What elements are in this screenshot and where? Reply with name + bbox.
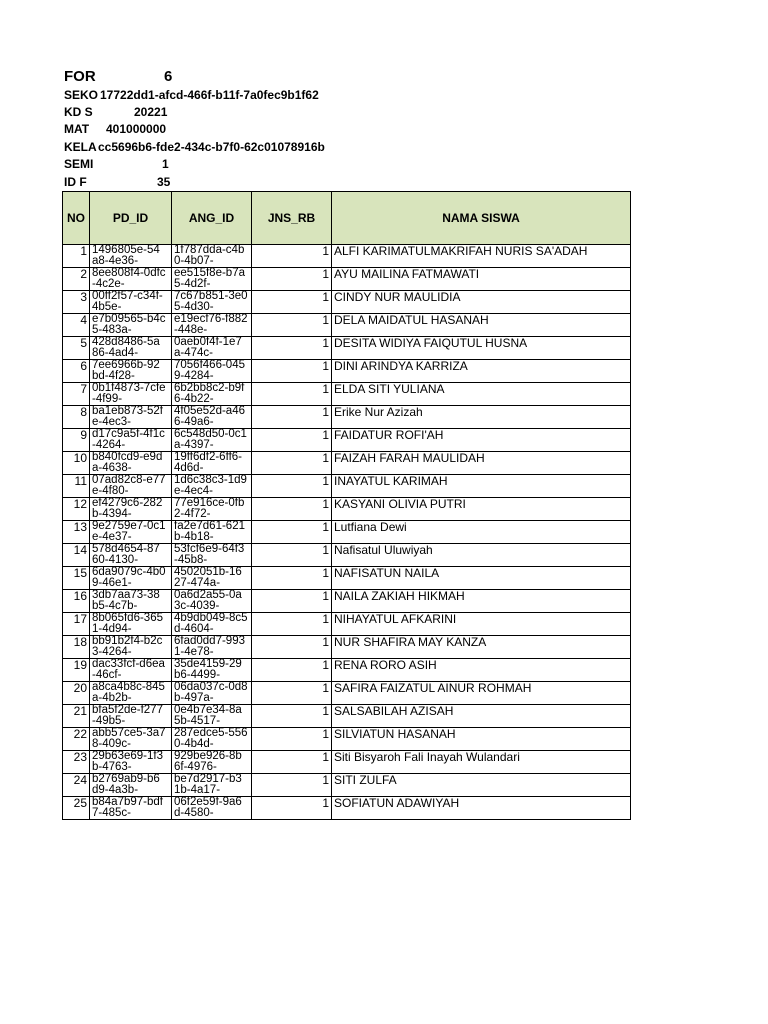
cell-jns-rb: 1 [252,291,332,314]
cell-no: 17 [63,613,90,636]
cell-ang-id-text: 0a6d2a55-0a3c-4039- [174,589,242,612]
cell-pd-id [90,337,172,360]
field-value: cc5696b6-fde2-434c-b7f0-62c01078916b [98,140,325,154]
cell-jns-rb: 1 [252,406,332,429]
cell-pd-id-text: 578d4654-8760-4130- [92,543,160,566]
table-row [63,475,631,498]
cell-ang-id-text: 1f787dda-c4b0-4b07- [174,244,245,267]
cell-no: 8 [63,406,90,429]
cell-no: 11 [63,475,90,498]
cell-pd-id-text: 3db7aa73-38b5-4c7b- [92,589,160,612]
cell-pd-id-text: 9e2759e7-0c1e-4e37- [92,520,166,543]
field-value: 17722dd1-afcd-466f-b11f-7a0fec9b1f62 [100,88,319,102]
table-row [63,337,631,360]
cell-ang-id [172,314,252,337]
cell-nama-siswa: DINI ARINDYA KARRIZA [332,360,631,383]
cell-no: 7 [63,383,90,406]
field-mat [64,121,166,138]
field-label: KD S [64,105,93,119]
table-row [63,705,631,728]
table-row [63,498,631,521]
cell-nama-siswa: Nafisatul Uluwiyah [332,544,631,567]
cell-jns-rb: 1 [252,245,332,268]
cell-pd-id-text: 07ad82c8-e77e-4f80- [92,474,166,497]
field-id [64,174,170,191]
cell-pd-id-text: abb57ce5-3a78-409c- [92,727,166,750]
cell-no: 23 [63,751,90,774]
cell-ang-id-text: 7056f466-0459-4284- [174,359,245,382]
field-semester [64,156,169,173]
cell-nama-siswa: INAYATUL KARIMAH [332,475,631,498]
cell-ang-id-text: 4502051b-1627-474a- [174,566,242,589]
cell-pd-id [90,406,172,429]
cell-jns-rb: 1 [252,383,332,406]
cell-pd-id [90,360,172,383]
cell-ang-id-text: 53fcf6e9-64f3-45b8- [174,543,245,566]
cell-jns-rb: 1 [252,314,332,337]
cell-pd-id [90,521,172,544]
cell-pd-id-text: 8b065fd6-3651-4d94- [92,612,163,635]
table-row [63,636,631,659]
cell-pd-id-text: b2769ab9-b6d9-4a3b- [92,773,160,796]
cell-ang-id-text: 4f05e52d-a466-49a6- [174,405,245,428]
cell-jns-rb: 1 [252,429,332,452]
form-title-label: FOR [64,68,96,85]
cell-nama-siswa: ELDA SITI YULIANA [332,383,631,406]
cell-pd-id [90,475,172,498]
cell-ang-id [172,360,252,383]
cell-no: 4 [63,314,90,337]
cell-no: 12 [63,498,90,521]
table-row [63,567,631,590]
cell-no: 22 [63,728,90,751]
cell-pd-id-text: 8ee808f4-0dfc-4c2e- [92,267,166,290]
cell-jns-rb: 1 [252,544,332,567]
cell-pd-id [90,383,172,406]
cell-ang-id-text: 1d6c38c3-1d9e-4ec4- [174,474,247,497]
cell-jns-rb: 1 [252,751,332,774]
field-label: MAT [64,122,90,136]
cell-no: 13 [63,521,90,544]
cell-ang-id [172,245,252,268]
cell-ang-id-text: 06da037c-0d8b-497a- [174,681,248,704]
cell-ang-id [172,452,252,475]
cell-no: 25 [63,797,90,820]
table-row [63,268,631,291]
cell-nama-siswa: AYU MAILINA FATMAWATI [332,268,631,291]
cell-pd-id [90,567,172,590]
cell-pd-id-text: 428d8486-5a86-4ad4- [92,336,160,359]
col-header-ang-id: ANG_ID [172,192,252,245]
cell-pd-id-text: 6da9079c-4b09-46e1- [92,566,166,589]
field-label: SEKO [64,88,99,102]
col-header-jns-rb: JNS_RB [252,192,332,245]
cell-pd-id [90,636,172,659]
field-kelas [64,139,325,156]
field-label: SEMI [64,157,94,171]
table-row [63,659,631,682]
cell-pd-id-text: 1496805e-54a8-4e36- [92,244,160,267]
cell-ang-id [172,429,252,452]
cell-ang-id [172,590,252,613]
cell-jns-rb: 1 [252,337,332,360]
cell-pd-id [90,751,172,774]
cell-ang-id-text: 6c548d50-0c1a-4397- [174,428,247,451]
cell-ang-id-text: 4b9db049-8c5d-4604- [174,612,248,635]
field-label: ID F [64,175,87,189]
field-label: KELA [64,140,97,154]
cell-ang-id [172,498,252,521]
cell-no: 6 [63,360,90,383]
table-row [63,728,631,751]
cell-no: 19 [63,659,90,682]
field-value: 401000000 [106,122,167,136]
cell-pd-id-text: 00ff2f57-c34f-4b5e- [92,290,163,313]
cell-ang-id [172,728,252,751]
cell-no: 21 [63,705,90,728]
cell-pd-id [90,245,172,268]
table-row [63,429,631,452]
table-row [63,245,631,268]
cell-ang-id [172,567,252,590]
table-row [63,544,631,567]
cell-ang-id-text: 0aeb0f4f-1e7a-474c- [174,336,242,359]
cell-ang-id-text: fa2e7d61-621b-4b18- [174,520,245,543]
cell-ang-id [172,705,252,728]
cell-no: 5 [63,337,90,360]
table-header-row [63,192,631,245]
cell-pd-id [90,452,172,475]
cell-pd-id-text: dac33fcf-d6ea-46cf- [92,658,165,681]
cell-ang-id [172,659,252,682]
cell-ang-id [172,797,252,820]
cell-nama-siswa: FAIZAH FARAH MAULIDAH [332,452,631,475]
cell-ang-id [172,337,252,360]
cell-ang-id [172,406,252,429]
cell-pd-id [90,705,172,728]
cell-pd-id [90,728,172,751]
field-value: 35 [157,175,171,189]
field-value: 1 [162,157,169,171]
cell-ang-id-text: 19ff6df2-6ff6-4d6d- [174,451,242,474]
table-row [63,590,631,613]
cell-pd-id-text: 29b63e69-1f3b-4763- [92,750,163,773]
cell-nama-siswa: ALFI KARIMATULMAKRIFAH NURIS SA'ADAH [332,245,631,268]
cell-pd-id [90,682,172,705]
cell-ang-id [172,636,252,659]
field-value: 20221 [134,105,168,119]
cell-nama-siswa: Erike Nur Azizah [332,406,631,429]
col-header-no: NO [63,192,90,245]
cell-pd-id [90,590,172,613]
col-header-pd-id: PD_ID [90,192,172,245]
cell-no: 14 [63,544,90,567]
cell-ang-id-text: be7d2917-b31b-4a17- [174,773,242,796]
cell-jns-rb: 1 [252,268,332,291]
cell-nama-siswa: DESITA WIDIYA FAIQUTUL HUSNA [332,337,631,360]
cell-pd-id-text: e7b09565-b4c5-483a- [92,313,166,336]
cell-jns-rb: 1 [252,567,332,590]
cell-jns-rb: 1 [252,498,332,521]
cell-pd-id-text: bb91b2f4-b2c3-4264- [92,635,163,658]
col-header-nama-siswa: NAMA SISWA [332,192,631,245]
cell-jns-rb: 1 [252,659,332,682]
cell-jns-rb: 1 [252,774,332,797]
cell-jns-rb: 1 [252,682,332,705]
cell-nama-siswa: SILVIATUN HASANAH [332,728,631,751]
table-row [63,452,631,475]
cell-jns-rb: 1 [252,521,332,544]
cell-ang-id-text: 929be926-8b6f-4976- [174,750,242,773]
cell-pd-id [90,544,172,567]
cell-jns-rb: 1 [252,728,332,751]
cell-nama-siswa: FAIDATUR ROFI'AH [332,429,631,452]
cell-no: 20 [63,682,90,705]
cell-nama-siswa: NUR SHAFIRA MAY KANZA [332,636,631,659]
cell-no: 18 [63,636,90,659]
cell-ang-id-text: e19ecf76-f882-448e- [174,313,248,336]
cell-ang-id [172,383,252,406]
cell-no: 2 [63,268,90,291]
cell-pd-id [90,429,172,452]
cell-pd-id-text: ef4279c6-282b-4394- [92,497,163,520]
cell-ang-id [172,291,252,314]
cell-nama-siswa: Lutfiana Dewi [332,521,631,544]
cell-nama-siswa: Siti Bisyaroh Fali Inayah Wulandari [332,751,631,774]
cell-ang-id [172,544,252,567]
table-row [63,751,631,774]
cell-ang-id [172,521,252,544]
cell-nama-siswa: SOFIATUN ADAWIYAH [332,797,631,820]
cell-nama-siswa: RENA RORO ASIH [332,659,631,682]
cell-jns-rb: 1 [252,590,332,613]
cell-ang-id-text: 6fad0dd7-9931-4e78- [174,635,245,658]
table-row [63,797,631,820]
cell-nama-siswa: SITI ZULFA [332,774,631,797]
cell-nama-siswa: KASYANI OLIVIA PUTRI [332,498,631,521]
cell-ang-id [172,682,252,705]
cell-nama-siswa: DELA MAIDATUL HASANAH [332,314,631,337]
cell-ang-id [172,774,252,797]
form-title [64,68,172,85]
cell-pd-id [90,774,172,797]
cell-pd-id-text: a8ca4b8c-845a-4b2b- [92,681,165,704]
field-sekolah [64,87,319,104]
cell-nama-siswa: NAFISATUN NAILA [332,567,631,590]
cell-nama-siswa: CINDY NUR MAULIDIA [332,291,631,314]
table-row [63,291,631,314]
cell-ang-id [172,751,252,774]
table-row [63,360,631,383]
cell-ang-id-text: 287edce5-5560-4b4d- [174,727,248,750]
cell-ang-id-text: 35de4159-29b6-4499- [174,658,242,681]
cell-nama-siswa: SAFIRA FAIZATUL AINUR ROHMAH [332,682,631,705]
table-row [63,682,631,705]
cell-no: 9 [63,429,90,452]
cell-pd-id [90,613,172,636]
cell-nama-siswa: SALSABILAH AZISAH [332,705,631,728]
cell-ang-id [172,613,252,636]
cell-jns-rb: 1 [252,705,332,728]
form-title-value: 6 [164,68,173,85]
cell-ang-id-text: ee515f8e-b7a5-4d2f- [174,267,245,290]
table-row [63,314,631,337]
cell-ang-id-text: 77e916ce-0fb2-4f72- [174,497,245,520]
cell-no: 16 [63,590,90,613]
cell-pd-id-text: b840fcd9-e9da-4638- [92,451,163,474]
table-row [63,613,631,636]
field-kd [64,104,167,121]
cell-no: 10 [63,452,90,475]
table-row [63,774,631,797]
cell-pd-id [90,659,172,682]
cell-ang-id [172,268,252,291]
cell-pd-id [90,498,172,521]
cell-pd-id-text: 7ee6966b-92bd-4f28- [92,359,160,382]
cell-jns-rb: 1 [252,613,332,636]
cell-no: 15 [63,567,90,590]
cell-nama-siswa: NAILA ZAKIAH HIKMAH [332,590,631,613]
cell-no: 1 [63,245,90,268]
cell-ang-id-text: 6b2bb8c2-b9f6-4b22- [174,382,245,405]
table-row [63,406,631,429]
cell-nama-siswa: NIHAYATUL AFKARINI [332,613,631,636]
cell-ang-id-text: 7c67b851-3e05-4d30- [174,290,248,313]
cell-pd-id-text: 0b1f4873-7cfe-4f99- [92,382,166,405]
cell-jns-rb: 1 [252,636,332,659]
cell-pd-id-text: d17c9a5f-4f1c-4264- [92,428,165,451]
cell-ang-id-text: 0e4b7e34-8a5b-4517- [174,704,242,727]
cell-ang-id-text: 06f2e59f-9a6d-4580- [174,796,242,819]
cell-pd-id [90,268,172,291]
cell-jns-rb: 1 [252,797,332,820]
cell-jns-rb: 1 [252,452,332,475]
table-row [63,521,631,544]
cell-no: 3 [63,291,90,314]
student-table [62,191,631,820]
cell-jns-rb: 1 [252,360,332,383]
table-row [63,383,631,406]
cell-pd-id [90,314,172,337]
cell-ang-id [172,475,252,498]
cell-pd-id-text: ba1eb873-52fe-4ec3- [92,405,163,428]
cell-pd-id-text: b84a7b97-bdf7-485c- [92,796,163,819]
cell-jns-rb: 1 [252,475,332,498]
cell-no: 24 [63,774,90,797]
cell-pd-id [90,797,172,820]
cell-pd-id [90,291,172,314]
cell-pd-id-text: bfa5f2de-f277-49b5- [92,704,163,727]
